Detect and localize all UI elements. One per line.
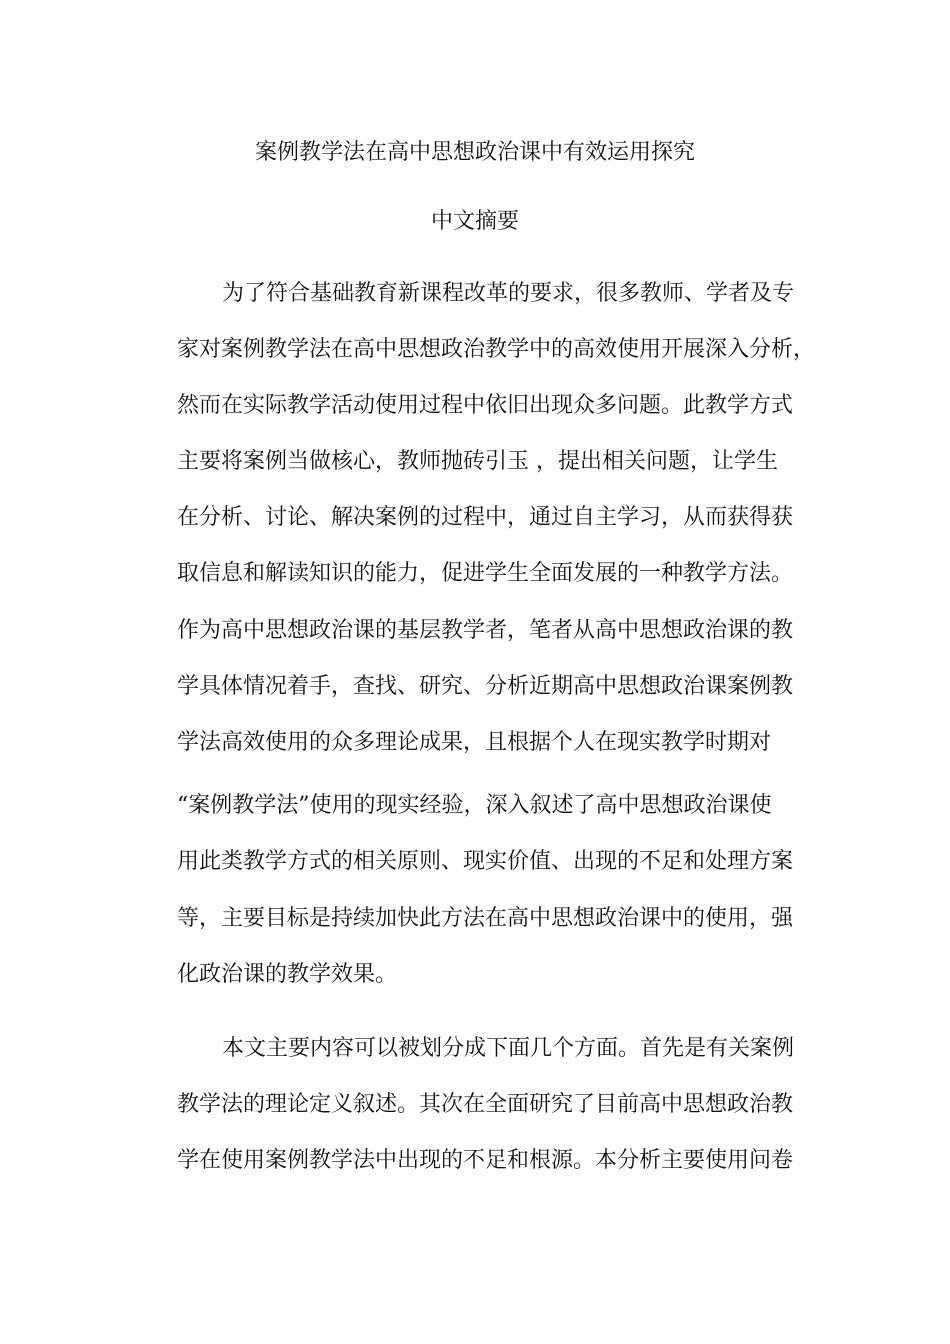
paragraph-line: 学法高效使用的众多理论成果，且根据个人在现实教学时期对 — [177, 730, 772, 755]
paragraph-line: 家对案例教学法在高中思想政治教学中的高效使用开展深入分析， — [177, 337, 816, 362]
abstract-heading: 中文摘要 — [430, 209, 519, 234]
document-title: 案例教学法在高中思想政治课中有效运用探究 — [254, 140, 695, 165]
paragraph-line: 学在使用案例教学法中出现的不足和根源。本分析主要使用问卷 — [177, 1148, 794, 1173]
paragraph-line: 主要将案例当做核心，教师抛砖引玉 ，提出相关问题，让学生 — [177, 449, 778, 474]
paragraph-line: 等，主要目标是持续加快此方法在高中思想政治课中的使用，强 — [177, 906, 794, 931]
paragraph-line: 然而在实际教学活动使用过程中依旧出现众多问题。此教学方式 — [177, 393, 794, 418]
paragraph-line: 用此类教学方式的相关原则、现实价值、出现的不足和处理方案 — [177, 849, 794, 874]
paragraph-line: 化政治课的教学效果。 — [177, 962, 398, 987]
paragraph-line: 教学法的理论定义叙述。其次在全面研究了目前高中思想政治教 — [177, 1092, 794, 1117]
paragraph-line: 为了符合基础教育新课程改革的要求，很多教师、学者及专 — [222, 281, 795, 306]
paragraph-line: “案例教学法”使用的现实经验，深入叙述了高中思想政治课使 — [177, 793, 772, 818]
paragraph-line: 本文主要内容可以被划分成下面几个方面。首先是有关案例 — [222, 1036, 795, 1061]
paragraph-line: 学具体情况着手，查找、研究、分析近期高中思想政治课案例教 — [177, 674, 794, 699]
paragraph-line: 作为高中思想政治课的基层教学者，笔者从高中思想政治课的教 — [177, 618, 794, 643]
paragraph-line: 在分析、讨论、解决案例的过程中，通过自主学习，从而获得获 — [177, 505, 794, 530]
paragraph-line: 取信息和解读知识的能力，促进学生全面发展的一种教学方法。 — [177, 561, 794, 586]
